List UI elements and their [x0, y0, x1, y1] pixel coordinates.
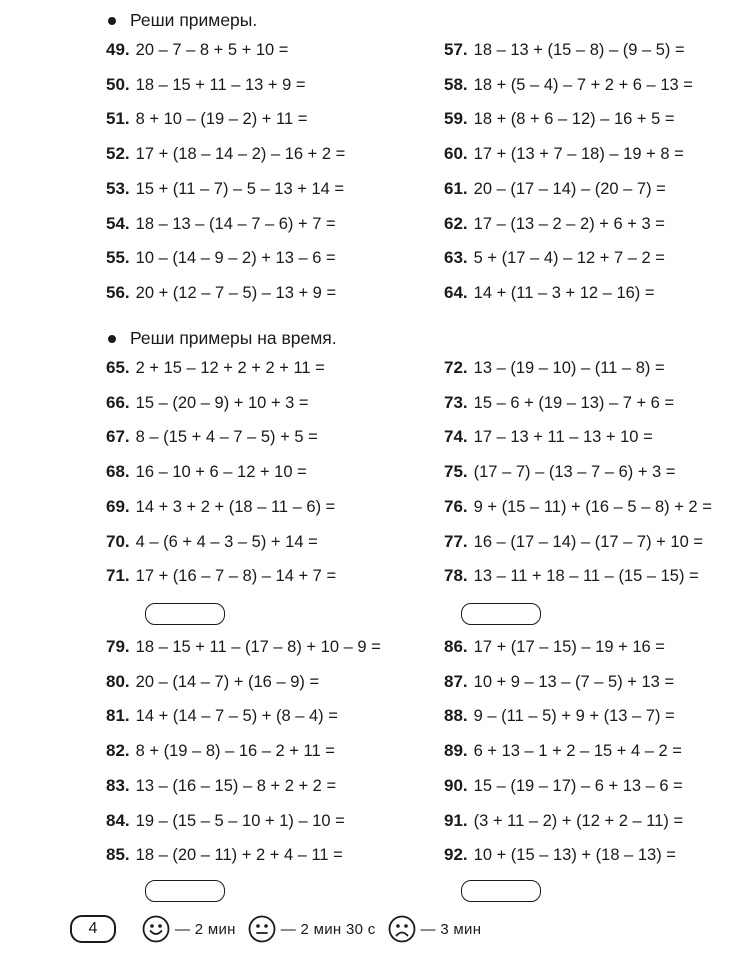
- rating-time-label: — 2 мин: [175, 920, 236, 938]
- exercise-item: [106, 565, 336, 587]
- bullet-icon: [108, 335, 116, 343]
- exercise-number: 81.: [106, 706, 130, 726]
- exercise-item: [106, 426, 318, 448]
- rating-time-label: — 3 мин: [420, 920, 482, 938]
- exercise-item: [106, 461, 307, 483]
- exercise-expression: 13 – (16 – 15) – 8 + 2 + 2 =: [135, 776, 337, 795]
- exercise-item: [106, 213, 336, 235]
- exercise-number: 79.: [106, 637, 130, 656]
- exercise-expression: 18 – (20 – 11) + 2 + 4 – 11 =: [135, 846, 343, 865]
- exercise-item: [444, 108, 675, 130]
- exercise-expression: 13 – 11 + 18 – 11 – (15 – 15) =: [473, 567, 699, 586]
- exercise-expression: 13 – (19 – 10) – (11 – 8) =: [473, 359, 665, 377]
- exercise-number: 90.: [444, 775, 468, 795]
- exercise-item: [106, 705, 338, 727]
- exercise-item: [444, 247, 665, 269]
- exercise-number: 50.: [106, 74, 130, 94]
- exercise-number: 57.: [444, 40, 468, 59]
- exercise-expression: 18 – 13 + (15 – 8) – (9 – 5) =: [473, 41, 685, 59]
- exercise-number: 87.: [444, 671, 468, 691]
- exercise-expression: 20 – (17 – 14) – (20 – 7) =: [473, 179, 666, 198]
- exercise-number: 85.: [106, 845, 130, 865]
- time-answer-box[interactable]: [145, 880, 225, 902]
- exercise-item: [106, 39, 288, 61]
- exercise-number: 59.: [444, 109, 468, 129]
- exercise-expression: 17 + (17 – 15) – 19 + 16 =: [473, 638, 665, 656]
- exercise-expression: 17 + (18 – 14 – 2) – 16 + 2 =: [135, 145, 346, 164]
- happy-face-icon: [142, 915, 170, 943]
- exercise-number: 69.: [106, 496, 130, 516]
- exercise-item: [106, 108, 307, 130]
- exercise-item: [106, 844, 343, 866]
- exercise-number: 86.: [444, 637, 468, 656]
- exercise-item: [106, 392, 309, 414]
- exercise-item: [106, 143, 345, 165]
- exercise-number: 74.: [444, 427, 468, 447]
- exercise-number: 55.: [106, 248, 130, 268]
- exercise-expression: 15 – (19 – 17) – 6 + 13 – 6 =: [473, 776, 683, 795]
- section-2-heading: [108, 328, 337, 349]
- exercise-number: 68.: [106, 462, 130, 482]
- exercise-expression: 20 – (14 – 7) + (16 – 9) =: [135, 672, 320, 691]
- exercise-item: [444, 178, 666, 200]
- exercise-expression: 16 – 10 + 6 – 12 + 10 =: [135, 463, 307, 482]
- exercise-item: [444, 143, 684, 165]
- exercise-number: 52.: [106, 144, 130, 164]
- exercise-item: [106, 636, 381, 658]
- exercise-item: [444, 357, 665, 379]
- exercise-expression: 10 – (14 – 9 – 2) + 13 – 6 =: [135, 249, 336, 268]
- exercise-item: [444, 461, 675, 483]
- exercise-item: [106, 810, 345, 832]
- exercise-expression: 8 + (19 – 8) – 16 – 2 + 11 =: [135, 742, 335, 761]
- exercise-expression: 17 + (13 + 7 – 18) – 19 + 8 =: [473, 145, 684, 164]
- footer: [70, 912, 493, 946]
- exercise-item: [444, 810, 683, 832]
- exercise-number: 65.: [106, 358, 130, 377]
- exercise-item: [444, 74, 693, 96]
- exercise-number: 82.: [106, 741, 130, 761]
- exercise-number: 56.: [106, 282, 130, 302]
- exercise-expression: 9 – (11 – 5) + 9 + (13 – 7) =: [473, 707, 675, 726]
- exercise-expression: 14 + (14 – 7 – 5) + (8 – 4) =: [135, 707, 338, 726]
- exercise-expression: 18 – 15 + 11 – (17 – 8) + 10 – 9 =: [135, 638, 381, 656]
- exercise-number: 60.: [444, 144, 468, 164]
- exercise-item: [444, 565, 699, 587]
- exercise-expression: 15 – 6 + (19 – 13) – 7 + 6 =: [473, 393, 675, 412]
- exercise-number: 61.: [444, 178, 468, 198]
- exercise-number: 62.: [444, 213, 468, 233]
- exercise-number: 83.: [106, 775, 130, 795]
- exercise-number: 92.: [444, 845, 468, 865]
- exercise-item: [444, 636, 665, 658]
- exercise-expression: 15 + (11 – 7) – 5 – 13 + 14 =: [135, 179, 345, 198]
- exercise-expression: 15 – (20 – 9) + 10 + 3 =: [135, 393, 309, 412]
- exercise-item: [106, 740, 335, 762]
- exercise-item: [106, 74, 306, 96]
- exercise-item: [106, 178, 344, 200]
- exercise-expression: 17 – 13 + 11 – 13 + 10 =: [473, 428, 653, 447]
- exercise-number: 73.: [444, 392, 468, 412]
- exercise-item: [444, 392, 674, 414]
- exercise-expression: 17 – (13 – 2 – 2) + 6 + 3 =: [473, 214, 665, 233]
- exercise-item: [444, 426, 653, 448]
- exercise-expression: 8 – (15 + 4 – 7 – 5) + 5 =: [135, 428, 318, 447]
- exercise-item: [444, 531, 703, 553]
- exercise-expression: (3 + 11 – 2) + (12 + 2 – 11) =: [473, 811, 684, 830]
- exercise-item: [444, 282, 655, 304]
- exercise-number: 67.: [106, 427, 130, 447]
- section-title: Реши примеры.: [130, 10, 258, 30]
- exercise-item: [106, 496, 335, 518]
- time-answer-box[interactable]: [461, 603, 541, 625]
- neutral-face-icon: [248, 915, 276, 943]
- exercise-number: 84.: [106, 810, 130, 830]
- exercise-number: 63.: [444, 248, 468, 268]
- time-answer-box[interactable]: [461, 880, 541, 902]
- exercise-item: [106, 775, 336, 797]
- exercise-number: 54.: [106, 213, 130, 233]
- exercise-item: [444, 213, 665, 235]
- exercise-number: 88.: [444, 706, 468, 726]
- exercise-expression: 10 + 9 – 13 – (7 – 5) + 13 =: [473, 672, 675, 691]
- exercise-item: [444, 671, 674, 693]
- section-1-heading: [108, 10, 257, 31]
- exercise-expression: 14 + (11 – 3 + 12 – 16) =: [473, 283, 655, 302]
- exercise-item: [106, 531, 318, 553]
- sad-face-icon: [388, 915, 416, 943]
- exercise-expression: 18 – 15 + 11 – 13 + 9 =: [135, 75, 306, 94]
- bullet-icon: [108, 17, 116, 25]
- exercise-expression: 16 – (17 – 14) – (17 – 7) + 10 =: [473, 532, 703, 551]
- time-answer-box[interactable]: [145, 603, 225, 625]
- exercise-expression: 5 + (17 – 4) – 12 + 7 – 2 =: [473, 249, 665, 268]
- exercise-number: 49.: [106, 40, 130, 59]
- exercise-expression: 14 + 3 + 2 + (18 – 11 – 6) =: [135, 497, 336, 516]
- exercise-expression: 19 – (15 – 5 – 10 + 1) – 10 =: [135, 811, 345, 830]
- exercise-number: 51.: [106, 109, 130, 129]
- section-title: Реши примеры на время.: [130, 328, 337, 348]
- exercise-expression: 18 + (8 + 6 – 12) – 16 + 5 =: [473, 110, 675, 129]
- exercise-number: 53.: [106, 178, 130, 198]
- exercise-expression: 2 + 15 – 12 + 2 + 2 + 11 =: [135, 359, 325, 377]
- exercise-expression: 17 + (16 – 7 – 8) – 14 + 7 =: [135, 567, 337, 586]
- exercise-expression: 20 + (12 – 7 – 5) – 13 + 9 =: [135, 283, 337, 302]
- page-number: 4: [70, 915, 116, 943]
- exercise-number: 77.: [444, 531, 468, 551]
- exercise-expression: 8 + 10 – (19 – 2) + 11 =: [135, 110, 308, 129]
- exercise-item: [444, 705, 675, 727]
- exercise-number: 70.: [106, 531, 130, 551]
- exercise-item: [444, 496, 712, 518]
- rating-time-label: — 2 мин 30 с: [280, 920, 376, 938]
- exercise-expression: (17 – 7) – (13 – 7 – 6) + 3 =: [473, 463, 676, 482]
- exercise-number: 66.: [106, 392, 130, 412]
- exercise-expression: 10 + (15 – 13) + (18 – 13) =: [473, 846, 676, 865]
- exercise-expression: 18 – 13 – (14 – 7 – 6) + 7 =: [135, 214, 336, 233]
- exercise-number: 76.: [444, 496, 468, 516]
- exercise-item: [106, 247, 336, 269]
- exercise-item: [106, 671, 319, 693]
- exercise-item: [444, 775, 683, 797]
- exercise-number: 91.: [444, 810, 468, 830]
- exercise-expression: 4 – (6 + 4 – 3 – 5) + 14 =: [135, 532, 318, 551]
- exercise-expression: 9 + (15 – 11) + (16 – 5 – 8) + 2 =: [473, 497, 712, 516]
- exercise-expression: 6 + 13 – 1 + 2 – 15 + 4 – 2 =: [473, 742, 682, 761]
- exercise-number: 75.: [444, 462, 468, 482]
- exercise-number: 80.: [106, 671, 130, 691]
- exercise-number: 72.: [444, 358, 468, 377]
- exercise-item: [444, 39, 685, 61]
- exercise-expression: 18 + (5 – 4) – 7 + 2 + 6 – 13 =: [473, 75, 693, 94]
- exercise-item: [444, 740, 682, 762]
- exercise-item: [106, 357, 325, 379]
- exercise-number: 58.: [444, 74, 468, 94]
- exercise-expression: 20 – 7 – 8 + 5 + 10 =: [135, 41, 289, 59]
- exercise-number: 71.: [106, 566, 130, 586]
- exercise-number: 64.: [444, 282, 468, 302]
- exercise-number: 78.: [444, 566, 468, 586]
- exercise-number: 89.: [444, 741, 468, 761]
- exercise-item: [106, 282, 336, 304]
- exercise-item: [444, 844, 676, 866]
